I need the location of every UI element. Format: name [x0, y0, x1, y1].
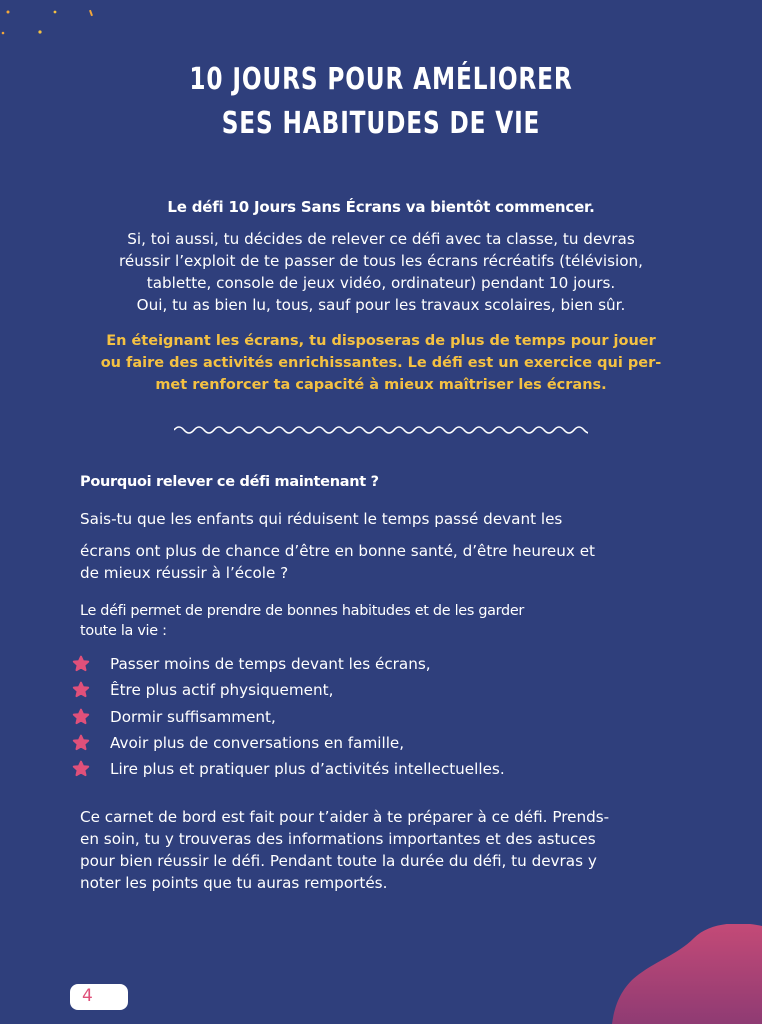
paragraph-1: Sais-tu que les enfants qui réduisent le temps passé devant les: [80, 510, 563, 528]
list-item: [72, 704, 505, 730]
page-number-badge: [70, 984, 128, 1010]
closing-paragraph: [80, 806, 690, 894]
list-item-text: Passer moins de temps devant les écrans,: [110, 655, 431, 674]
paragraph-2: [80, 540, 700, 584]
highlight-line: ou faire des activités enrichissantes. Le défi est un exercice qui per-: [100, 355, 662, 371]
list-item-text: Être plus actif physiquement,: [110, 681, 334, 700]
corner-blob-decoration: [612, 924, 762, 1024]
flower-star-icon: [72, 708, 90, 726]
flower-star-icon: [72, 681, 90, 699]
title-line-2: SES HABITUDES DE VIE: [221, 106, 541, 141]
list-item-text: Dormir suffisamment,: [110, 707, 276, 726]
paragraph-3: [80, 601, 600, 641]
list-item: [72, 651, 505, 677]
paragraph-2-line: écrans ont plus de chance d’être en bonne santé, d’être heureux et: [80, 542, 596, 560]
intro-line: réussir l’exploit de te passer de tous les écrans récréatifs (télévision,: [118, 252, 644, 270]
list-item: [72, 730, 505, 756]
confetti-dots: [0, 0, 140, 40]
flower-star-icon: [72, 760, 90, 778]
closing-line: pour bien réussir le défi. Pendant toute la durée du défi, tu devras y: [80, 852, 597, 870]
closing-line: Ce carnet de bord est fait pour t’aider à te préparer à ce défi. Prends-: [80, 808, 610, 826]
section-heading: Pourquoi relever ce défi maintenant ?: [80, 474, 379, 490]
flower-star-icon: [72, 734, 90, 752]
closing-line: en soin, tu y trouveras des informations importantes et des astuces: [80, 830, 596, 848]
list-item-text: Avoir plus de conversations en famille,: [110, 734, 405, 753]
flower-star-icon: [72, 655, 90, 673]
list-item: [72, 756, 505, 782]
list-item-text: Lire plus et pratiquer plus d’activités intellectuelles.: [110, 760, 505, 779]
highlight-line: En éteignant les écrans, tu disposeras de plus de temps pour jouer: [106, 333, 656, 349]
intro-line: Si, toi aussi, tu décides de relever ce défi avec ta classe, tu devras: [127, 230, 635, 248]
paragraph-2-line: de mieux réussir à l’école ?: [80, 564, 289, 582]
wavy-divider: [174, 424, 588, 436]
title-line-1: 10 JOURS POUR AMÉLIORER: [189, 62, 573, 97]
intro-line: tablette, console de jeux vidéo, ordinateur) pendant 10 jours.: [146, 274, 616, 292]
paragraph-3-line: toute la vie :: [80, 623, 167, 639]
paragraph-3-line: Le défi permet de prendre de bonnes habitudes et de les garder: [80, 603, 525, 619]
list-item: [72, 677, 505, 703]
intro-heading: Le défi 10 Jours Sans Écrans va bientôt commencer.: [167, 198, 595, 216]
highlight-paragraph: [60, 330, 702, 396]
page-number: 4: [82, 986, 93, 1006]
intro-line: Oui, tu as bien lu, tous, sauf pour les travaux scolaires, bien sûr.: [136, 296, 626, 314]
page-title: [53, 58, 708, 146]
closing-line: noter les points que tu auras remportés.: [80, 874, 388, 892]
intro-paragraph: [60, 228, 702, 316]
highlight-line: met renforcer ta capacité à mieux maîtriser les écrans.: [155, 377, 607, 393]
habits-list: [72, 651, 505, 782]
